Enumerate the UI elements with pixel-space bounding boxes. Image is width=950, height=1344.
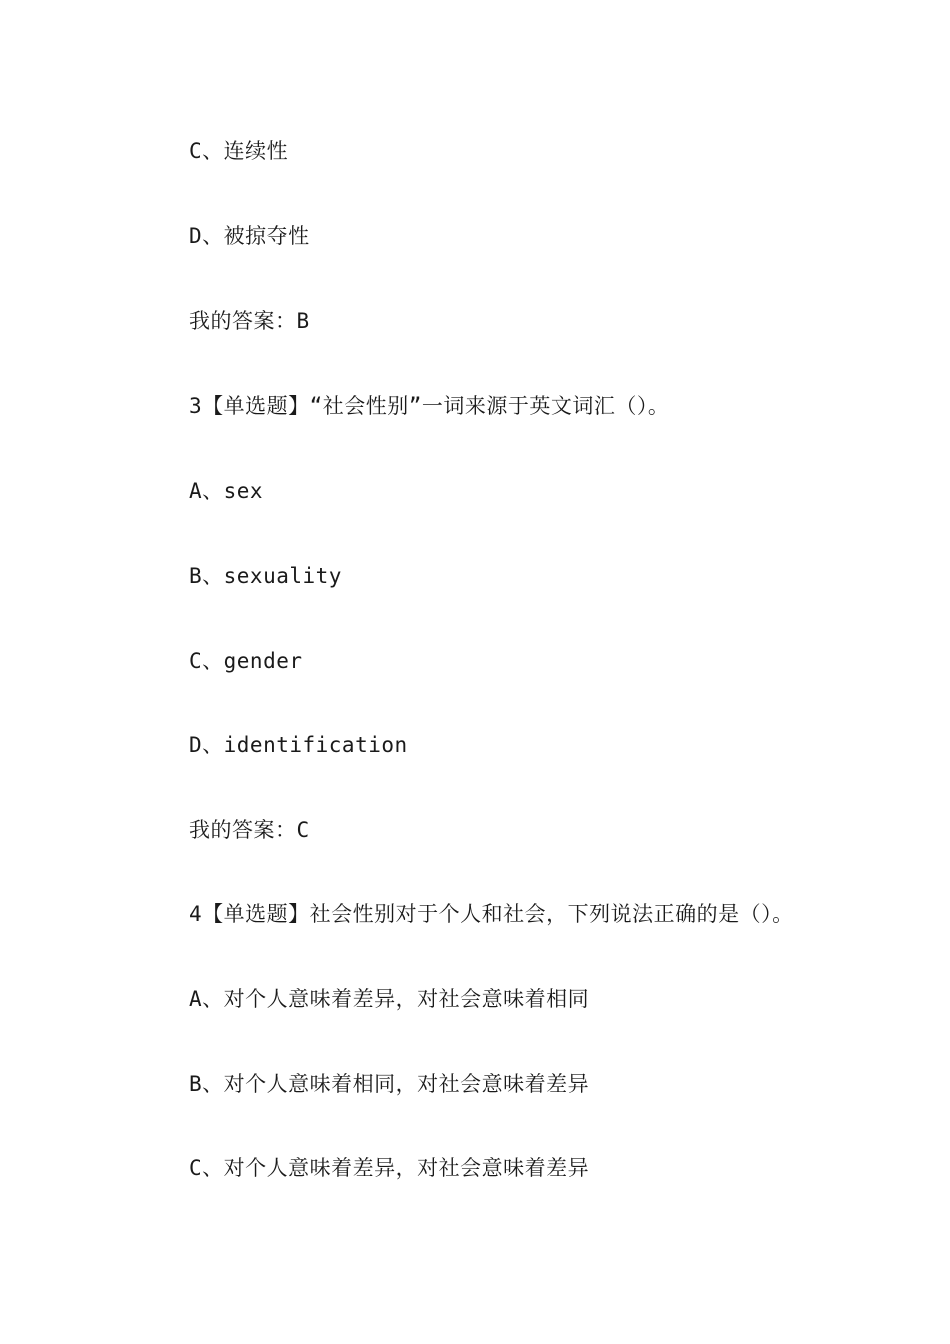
question-3: 3【单选题】“社会性别”一词来源于英文词汇（）。: [189, 394, 670, 418]
option-d-q2: D、被掠夺性: [189, 224, 310, 248]
option-a-q4: A、对个人意味着差异，对社会意味着相同: [189, 987, 590, 1011]
question-4: 4【单选题】社会性别对于个人和社会，下列说法正确的是（）。: [189, 902, 794, 926]
option-c-q3: C、gender: [189, 649, 303, 673]
option-c-q4: C、对个人意味着差异，对社会意味着差异: [189, 1156, 590, 1180]
my-answer-q2: 我的答案：B: [189, 309, 310, 333]
option-b-q3: B、sexuality: [189, 564, 342, 588]
option-c-q2: C、连续性: [189, 139, 289, 163]
my-answer-q3: 我的答案：C: [189, 818, 310, 842]
option-d-q3: D、identification: [189, 733, 408, 757]
option-b-q4: B、对个人意味着相同，对社会意味着差异: [189, 1072, 590, 1096]
option-a-q3: A、sex: [189, 479, 264, 503]
